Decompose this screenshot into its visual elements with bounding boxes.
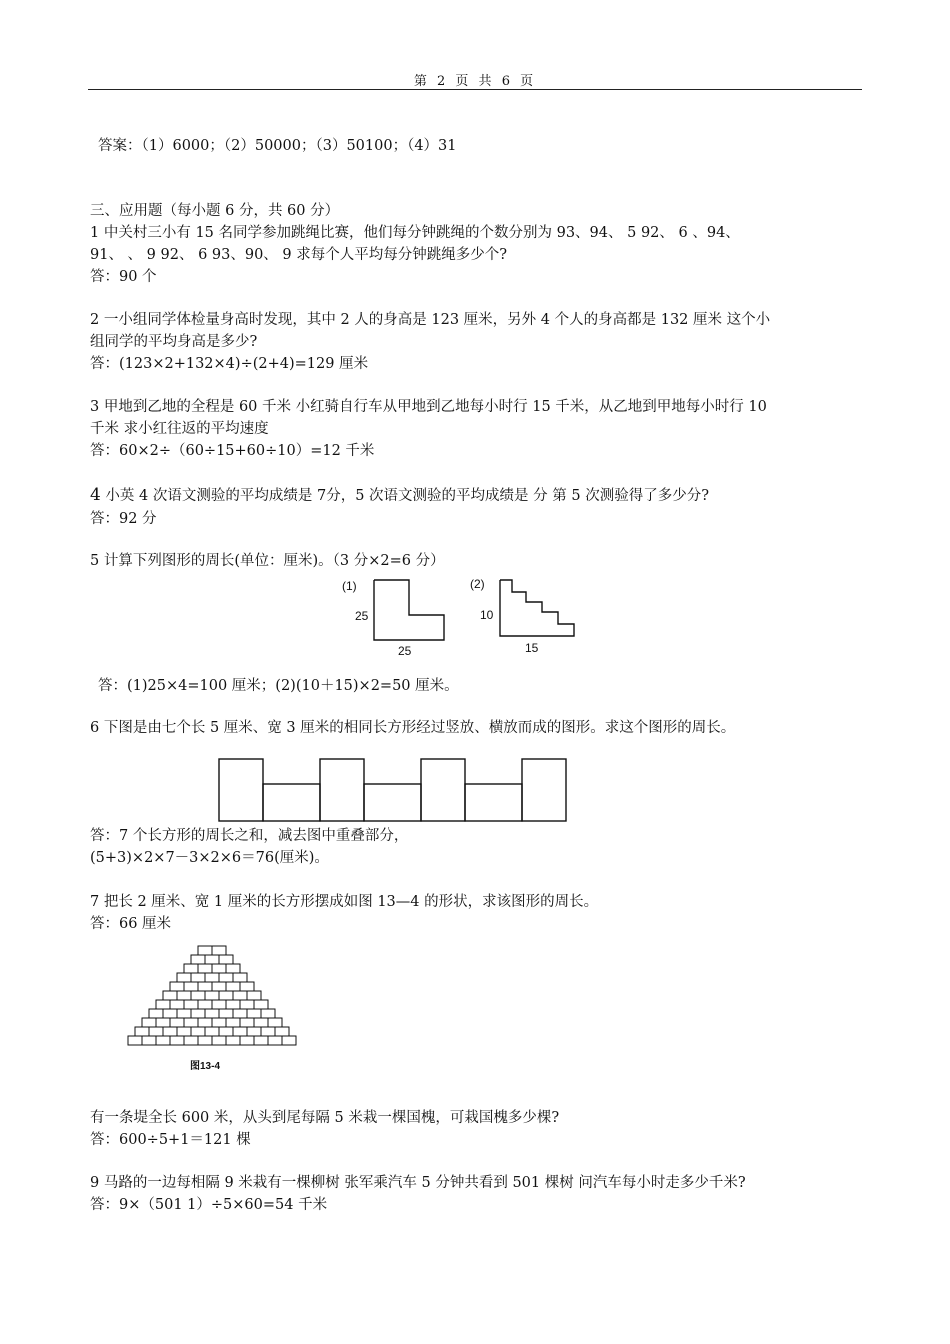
brick: [212, 964, 226, 973]
brick: [261, 1009, 275, 1018]
brick: [191, 973, 205, 982]
brick: [177, 991, 191, 1000]
brick: [170, 1036, 184, 1045]
brick: [163, 1009, 177, 1018]
brick: [205, 1009, 219, 1018]
brick: [135, 1027, 149, 1036]
brick: [149, 1009, 163, 1018]
brick: [219, 1027, 233, 1036]
brick: [226, 1036, 240, 1045]
brick: [198, 1036, 212, 1045]
fig2-tag: (2): [470, 577, 485, 591]
vertical-rect-2: [320, 759, 364, 821]
brick: [254, 1018, 268, 1027]
q6-text: 6 下图是由七个长 5 厘米、宽 3 厘米的相同长方形经过竖放、横放而成的图形。求这个图形的周长。: [90, 720, 736, 736]
brick: [205, 973, 219, 982]
brick: [184, 964, 198, 973]
brick: [226, 1000, 240, 1009]
brick: [233, 1009, 247, 1018]
brick: [191, 1009, 205, 1018]
brick: [212, 946, 226, 955]
q3-answer: 答：60×2÷（60÷15+60÷10）=12 千米: [90, 443, 375, 459]
brick: [240, 1000, 254, 1009]
brick: [261, 1027, 275, 1036]
brick: [191, 955, 205, 964]
brick: [219, 955, 233, 964]
q9-answer: 答：9×（501 1）÷5×60=54 千米: [90, 1197, 328, 1213]
brick: [184, 1000, 198, 1009]
q3-text-line1: 3 甲地到乙地的全程是 60 千米 小红骑自行车从甲地到乙地每小时行 15 千米，从乙地到甲地每小时行 10: [90, 399, 767, 415]
previous-answer: 答案：（1）6000；（2）50000；（3）50100；（4）31: [98, 138, 457, 154]
brick: [226, 964, 240, 973]
q3-text-line2: 千米 求小红往返的平均速度: [90, 421, 269, 437]
q6-answer-line1: 答：7 个长方形的周长之和，减去图中重叠部分，: [90, 828, 409, 844]
brick: [282, 1036, 296, 1045]
q7-text: 7 把长 2 厘米、宽 1 厘米的长方形摆成如图 13—4 的形状，求该图形的周长。: [90, 894, 599, 910]
q5-answer: 答：(1)25×4=100 厘米；(2)(10＋15)×2=50 厘米。: [98, 678, 459, 694]
q2-text-line2: 组同学的平均身高是多少?: [90, 334, 258, 350]
brick: [170, 1000, 184, 1009]
brick: [142, 1018, 156, 1027]
brick: [177, 973, 191, 982]
q4-number: 4: [90, 485, 101, 505]
brick: [177, 1027, 191, 1036]
q8-answer: 答：600÷5+1＝121 棵: [90, 1132, 251, 1148]
fig2-staircase: [500, 580, 574, 636]
q4-question: 小英 4 次语文测验的平均成绩是 7分，5 次语文测验的平均成绩是 分 第 5 次测验得了多少分?: [100, 488, 709, 504]
q9-text: 9 马路的一边每相隔 9 米栽有一棵柳树 张军乘汽车 5 分钟共看到 501 棵树 问汽车每小时走多少千米?: [90, 1175, 746, 1191]
brick: [212, 1036, 226, 1045]
q1-answer: 答：90 个: [90, 269, 157, 285]
brick: [233, 973, 247, 982]
fig2-height-label: 10: [480, 608, 494, 622]
vertical-rect-4: [522, 759, 566, 821]
brick: [205, 955, 219, 964]
q6-rectangles-figure: [215, 755, 570, 825]
brick: [156, 1000, 170, 1009]
brick: [247, 1009, 261, 1018]
brick: [170, 1018, 184, 1027]
q1-text-line2: 91、 、 9 92、 6 93、90、 9 求每个人平均每分钟跳绳多少个?: [90, 247, 508, 263]
brick: [205, 1027, 219, 1036]
brick: [254, 1036, 268, 1045]
q2-answer: 答：(123×2+132×4)÷(2+4)=129 厘米: [90, 356, 369, 372]
q5-figures: [330, 574, 590, 662]
brick: [177, 1009, 191, 1018]
brick: [247, 1027, 261, 1036]
fig1-l-shape: [374, 580, 444, 640]
brick: [198, 964, 212, 973]
brick: [219, 991, 233, 1000]
brick: [128, 1036, 142, 1045]
brick: [212, 1000, 226, 1009]
brick: [254, 1000, 268, 1009]
brick: [240, 1036, 254, 1045]
q6-answer-line2: (5+3)×2×7－3×2×6＝76(厘米)。: [90, 850, 329, 866]
brick: [219, 1009, 233, 1018]
brick: [275, 1027, 289, 1036]
q7-brick-pyramid-figure: [120, 940, 305, 1075]
brick: [240, 982, 254, 991]
brick: [226, 1018, 240, 1027]
vertical-rect-1: [219, 759, 263, 821]
q5-text: 5 计算下列图形的周长(单位：厘米)。（3 分×2=6 分）: [90, 553, 445, 569]
brick: [268, 1036, 282, 1045]
brick: [198, 946, 212, 955]
page-header: 第 2 页 共 6 页: [413, 74, 537, 89]
brick: [142, 1036, 156, 1045]
section-title: 三、应用题（每小题 6 分，共 60 分）: [90, 203, 340, 219]
brick: [268, 1018, 282, 1027]
brick: [219, 973, 233, 982]
fig-13-4-caption: 图13-4: [190, 1061, 221, 1072]
q2-text-line1: 2 一小组同学体检量身高时发现，其中 2 人的身高是 123 厘米，另外 4 个人的身高都是 132 厘米 这个小: [90, 312, 771, 328]
q7-answer: 答：66 厘米: [90, 916, 172, 932]
fig2-width-label: 15: [525, 641, 539, 655]
brick: [156, 1036, 170, 1045]
brick: [184, 982, 198, 991]
brick: [233, 1027, 247, 1036]
q1-text-line1: 1 中关村三小有 15 名同学参加跳绳比赛，他们每分钟跳绳的个数分别为 93、94、 5 92、 6 、94、: [90, 225, 740, 241]
brick: [163, 991, 177, 1000]
brick: [149, 1027, 163, 1036]
brick: [233, 991, 247, 1000]
brick: [191, 1027, 205, 1036]
header-divider: [88, 89, 862, 90]
brick: [240, 1018, 254, 1027]
brick: [212, 1018, 226, 1027]
brick: [226, 982, 240, 991]
q4-text: [90, 485, 709, 506]
fig1-width-label: 25: [398, 644, 412, 658]
brick: [184, 1018, 198, 1027]
brick: [156, 1018, 170, 1027]
q4-answer: 答：92 分: [90, 511, 157, 527]
brick: [191, 991, 205, 1000]
q8-text: 有一条堤全长 600 米，从头到尾每隔 5 米栽一棵国槐，可栽国槐多少棵?: [90, 1110, 560, 1126]
brick: [212, 982, 226, 991]
horizontal-rect-2: [364, 784, 421, 821]
brick: [170, 982, 184, 991]
brick: [184, 1036, 198, 1045]
fig1-tag: (1): [342, 579, 357, 593]
brick: [205, 991, 219, 1000]
brick: [163, 1027, 177, 1036]
fig1-height-label: 25: [355, 609, 369, 623]
brick: [198, 1018, 212, 1027]
brick: [198, 1000, 212, 1009]
vertical-rect-3: [421, 759, 465, 821]
brick: [198, 982, 212, 991]
horizontal-rect-3: [465, 784, 522, 821]
horizontal-rect-1: [263, 784, 320, 821]
brick: [247, 991, 261, 1000]
